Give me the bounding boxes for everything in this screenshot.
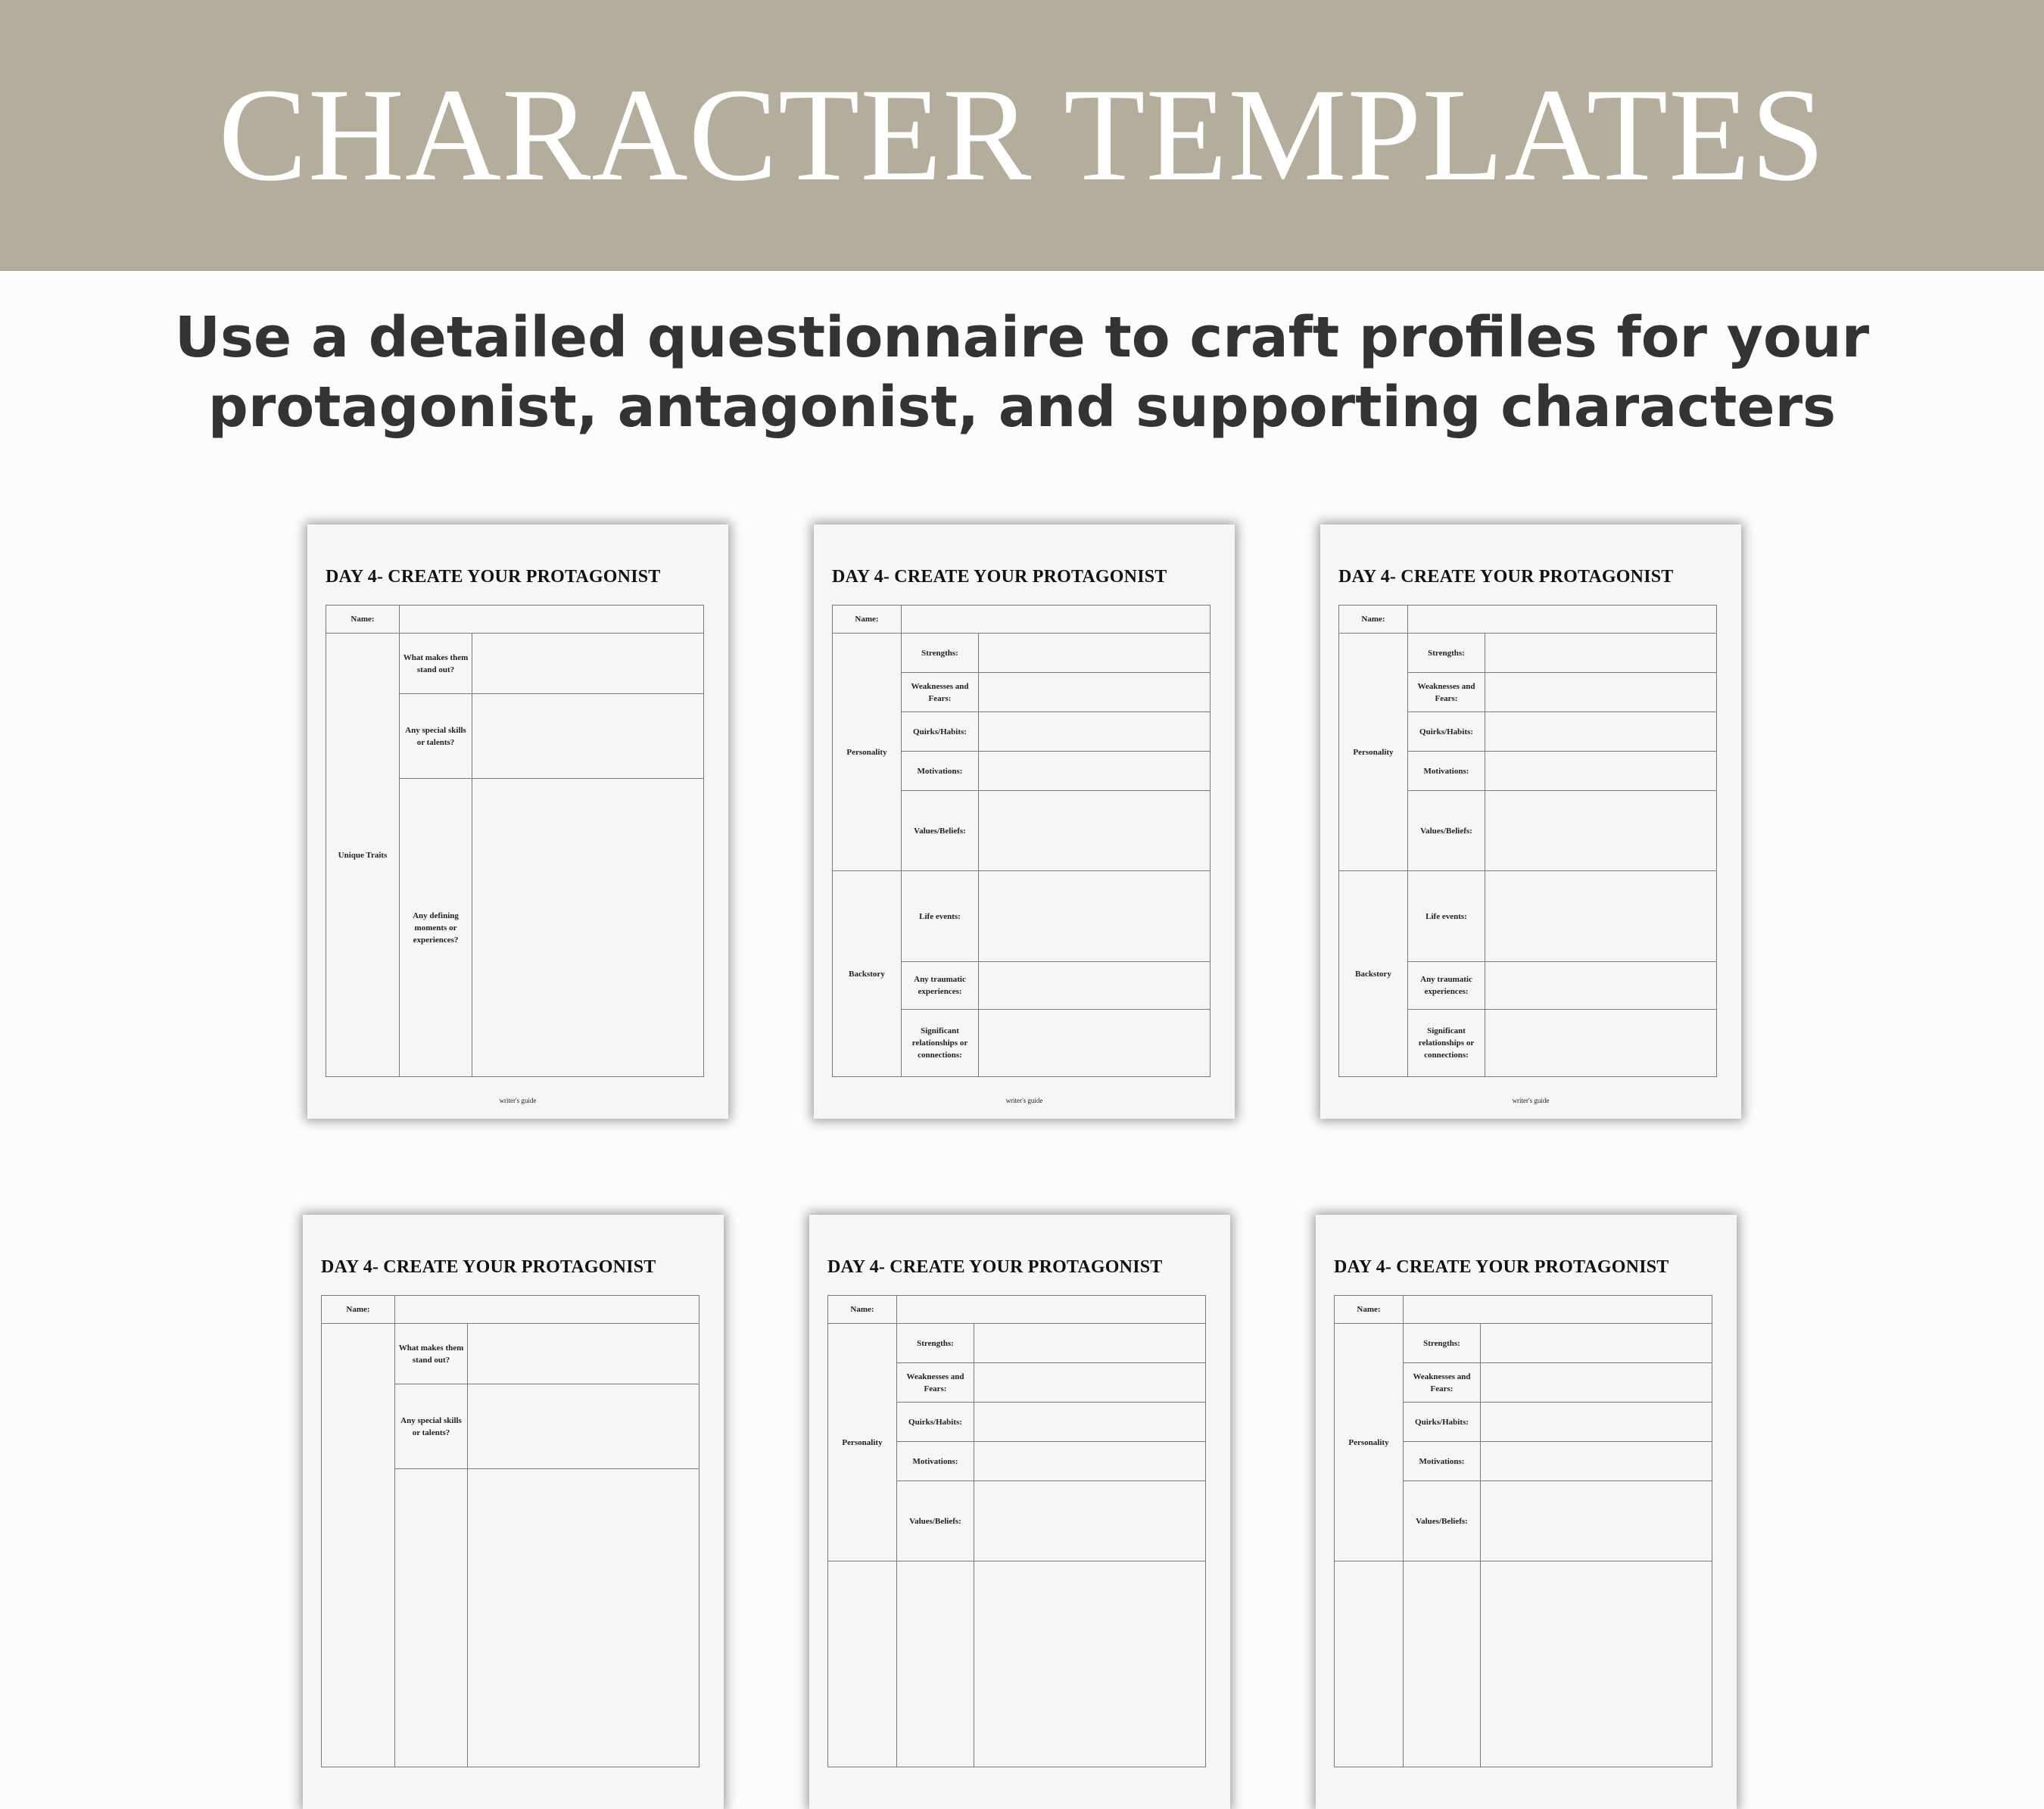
name-field[interactable] — [1404, 1296, 1712, 1323]
label-quirks: Quirks/Habits: — [908, 1417, 962, 1427]
section-label-unique-traits: Unique Traits — [338, 850, 388, 860]
page-title: DAY 4- CREATE YOUR PROTAGONIST — [1334, 1257, 1669, 1277]
page-footer: writer's guide — [1005, 1097, 1043, 1104]
label-life-events: Life events: — [1426, 911, 1467, 921]
template-page-4[interactable] — [303, 1215, 724, 1809]
name-field[interactable] — [400, 606, 703, 633]
template-page-6[interactable] — [1316, 1215, 1737, 1809]
section-label-personality: Personality — [1348, 1437, 1389, 1447]
form-table — [326, 605, 704, 1077]
label-strengths: Strengths: — [917, 1338, 954, 1348]
section-label-backstory: Backstory — [849, 969, 885, 979]
form-table — [321, 1295, 700, 1767]
section-label-personality: Personality — [842, 1437, 883, 1447]
template-page-5[interactable] — [809, 1215, 1230, 1809]
name-label: Name: — [1357, 1305, 1381, 1314]
label-motivations: Motivations: — [912, 1456, 958, 1466]
form-table — [1334, 1295, 1712, 1767]
label-values: Values/Beliefs: — [909, 1516, 961, 1526]
answer-field[interactable] — [472, 694, 703, 778]
name-field[interactable] — [1408, 606, 1716, 633]
label-traumatic: Any traumatic experiences: — [914, 975, 966, 996]
question-stand-out: What makes them stand out? — [403, 652, 469, 674]
answer-field[interactable] — [472, 634, 703, 693]
page-footer: writer's guide — [1512, 1097, 1550, 1104]
template-page-3[interactable] — [1320, 525, 1741, 1119]
label-relationships: Significant relationships or connections: — [1418, 1026, 1475, 1060]
answer-field[interactable] — [472, 779, 703, 1076]
label-relationships: Significant relationships or connections: — [911, 1026, 968, 1060]
subtitle-line-2: protagonist, antagonist, and supporting characters — [207, 375, 1837, 440]
question-stand-out: What makes them stand out? — [398, 1343, 464, 1365]
label-strengths: Strengths: — [921, 648, 958, 658]
label-weaknesses: Weaknesses and Fears: — [911, 681, 969, 703]
label-weaknesses: Weaknesses and Fears: — [906, 1372, 964, 1393]
label-quirks: Quirks/Habits: — [1415, 1417, 1469, 1427]
page-title: DAY 4- CREATE YOUR PROTAGONIST — [321, 1257, 656, 1277]
label-strengths: Strengths: — [1428, 648, 1465, 658]
subtitle-line-1: Use a detailed questionnaire to craft profiles for your — [174, 305, 1870, 370]
name-label: Name: — [351, 615, 375, 624]
question-skills: Any special skills or talents? — [400, 1415, 462, 1437]
label-quirks: Quirks/Habits: — [913, 727, 967, 736]
label-strengths: Strengths: — [1423, 1338, 1460, 1348]
label-motivations: Motivations: — [917, 766, 963, 776]
template-page-2[interactable] — [814, 525, 1235, 1119]
label-traumatic: Any traumatic experiences: — [1420, 975, 1472, 996]
name-field[interactable] — [897, 1296, 1205, 1323]
section-label-backstory: Backstory — [1355, 969, 1391, 979]
page-title: DAY 4- CREATE YOUR PROTAGONIST — [1338, 567, 1674, 587]
question-defining-moments: Any defining moments or experiences? — [413, 911, 459, 945]
name-label: Name: — [855, 615, 879, 624]
name-field[interactable] — [395, 1296, 699, 1323]
name-label: Name: — [850, 1305, 874, 1314]
form-table — [1338, 605, 1717, 1077]
template-page-1[interactable] — [307, 525, 728, 1119]
name-label: Name: — [346, 1305, 370, 1314]
label-weaknesses: Weaknesses and Fears: — [1417, 681, 1475, 703]
label-values: Values/Beliefs: — [914, 826, 966, 836]
section-label-personality: Personality — [1353, 747, 1394, 757]
form-table — [832, 605, 1211, 1077]
form-table — [827, 1295, 1206, 1767]
header-banner — [0, 0, 2044, 271]
label-motivations: Motivations: — [1419, 1456, 1465, 1466]
page-title: DAY 4- CREATE YOUR PROTAGONIST — [827, 1257, 1163, 1277]
label-values: Values/Beliefs: — [1416, 1516, 1468, 1526]
label-quirks: Quirks/Habits: — [1419, 727, 1473, 736]
page-footer: writer's guide — [499, 1097, 537, 1104]
page-title: DAY 4- CREATE YOUR PROTAGONIST — [832, 567, 1167, 587]
subtitle — [0, 303, 2044, 442]
label-values: Values/Beliefs: — [1420, 826, 1472, 836]
page-title: DAY 4- CREATE YOUR PROTAGONIST — [326, 567, 661, 587]
name-field[interactable] — [902, 606, 1210, 633]
label-motivations: Motivations: — [1423, 766, 1469, 776]
question-skills: Any special skills or talents? — [405, 725, 466, 747]
name-label: Name: — [1361, 615, 1385, 624]
banner-title: CHARACTER TEMPLATES — [218, 61, 1826, 209]
label-weaknesses: Weaknesses and Fears: — [1413, 1372, 1471, 1393]
section-label-personality: Personality — [846, 747, 887, 757]
label-life-events: Life events: — [919, 911, 961, 921]
